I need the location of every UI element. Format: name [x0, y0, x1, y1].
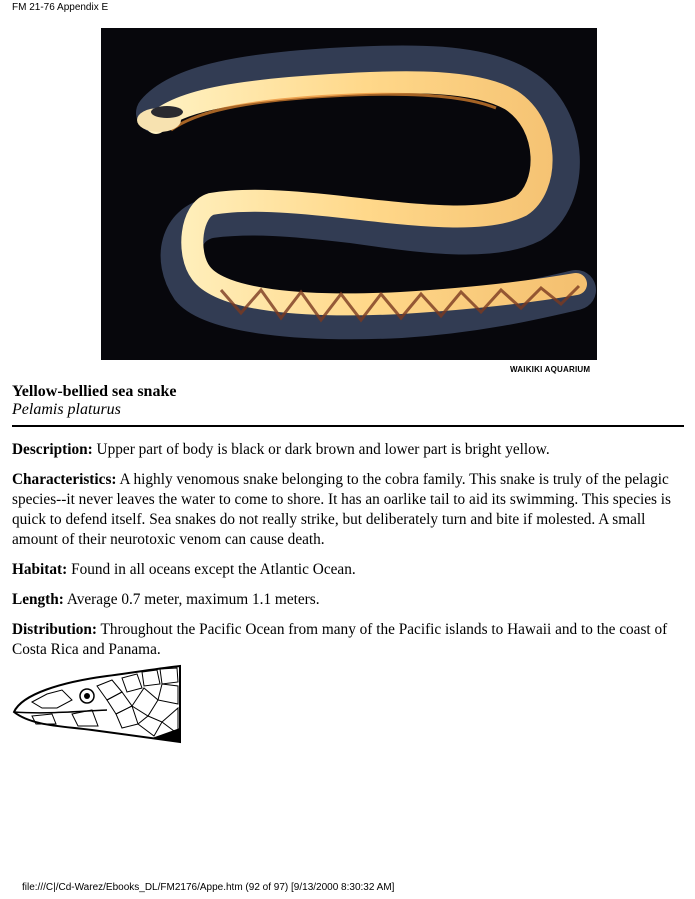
sea-snake-illustration [101, 28, 597, 360]
length-text: Average 0.7 meter, maximum 1.1 meters. [63, 591, 320, 608]
description-label: Description: [12, 441, 93, 458]
snake-head-icon [12, 664, 182, 744]
length-paragraph [12, 590, 686, 610]
page-footer: file:///C|/Cd-Warez/Ebooks_DL/FM2176/Appe.htm (92 of 97) [9/13/2000 8:30:32 AM] [22, 882, 395, 893]
characteristics-label: Characteristics: [12, 471, 117, 488]
species-scientific-name: Pelamis platurus [12, 401, 121, 418]
description-text: Upper part of body is black or dark brown and lower part is bright yellow. [92, 441, 550, 458]
distribution-text: Throughout the Pacific Ocean from many of the Pacific islands to Hawaii and to the coast of Costa Rica and Panama. [12, 621, 668, 658]
distribution-paragraph [12, 620, 686, 660]
sea-snake-photo [101, 28, 597, 360]
characteristics-text: A highly venomous snake belonging to the cobra family. This snake is truly of the pelagic species--it never leaves the water to come to shore. It has an oarlike tail to aid its swimming. This species is quick to defend itself. Sea snakes do not really strike, but deliberately turn and bite if molested. A small amount of their neurotoxic venom can cause death. [12, 471, 672, 548]
description-paragraph [12, 440, 686, 460]
divider [12, 425, 684, 427]
characteristics-paragraph [12, 470, 686, 550]
habitat-label: Habitat: [12, 561, 68, 578]
snake-head-drawing [12, 664, 182, 744]
species-details [12, 440, 686, 670]
distribution-label: Distribution: [12, 621, 97, 638]
habitat-text: Found in all oceans except the Atlantic Ocean. [67, 561, 356, 578]
species-common-name: Yellow-bellied sea snake [12, 383, 177, 400]
page-header: FM 21-76 Appendix E [12, 2, 109, 13]
habitat-paragraph [12, 560, 686, 580]
length-label: Length: [12, 591, 64, 608]
photo-credit: WAIKIKI AQUARIUM [510, 365, 591, 374]
